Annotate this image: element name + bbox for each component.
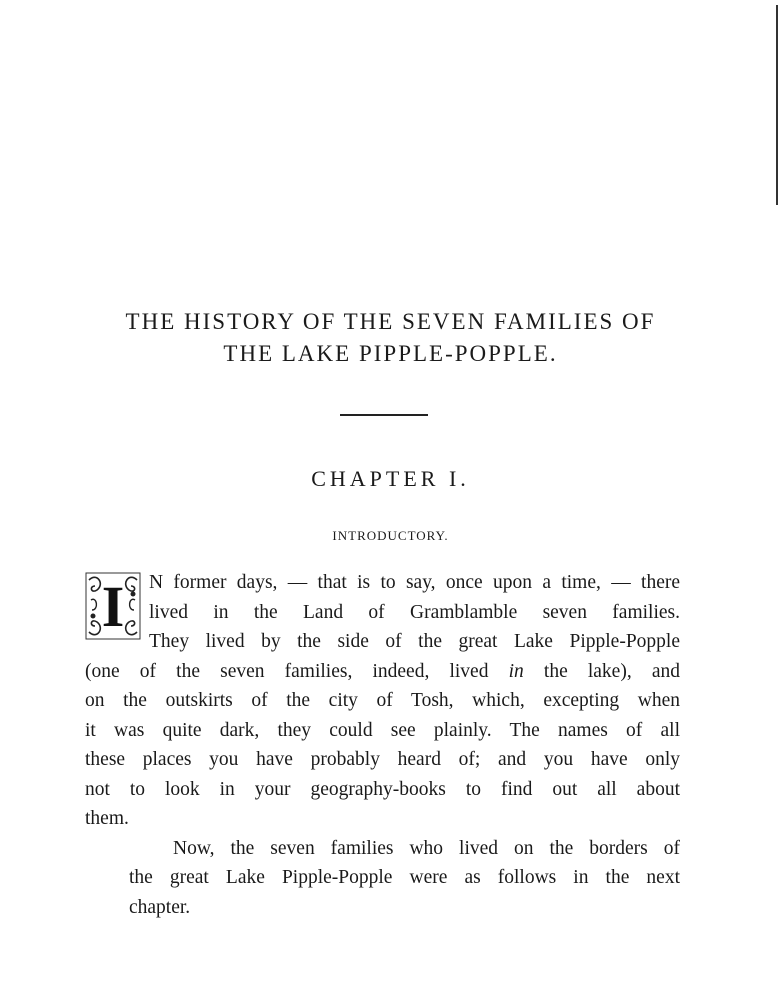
book-title xyxy=(0,306,781,370)
text-line: the great Lake Pipple-Popple were as follows in the next xyxy=(129,867,680,888)
chapter-subheading: INTRODUCTORY. xyxy=(332,528,449,543)
paragraph-2 xyxy=(85,834,680,923)
text-line: these places you have probably heard of; and you have only xyxy=(85,749,680,770)
title-line-1: THE HISTORY OF THE SEVEN FAMILIES OF xyxy=(125,309,656,334)
title-line-2: THE LAKE PIPPLE-POPPLE. xyxy=(223,341,558,366)
text-line: it was quite dark, they could see plainly. The names of all xyxy=(85,719,680,741)
chapter-heading: CHAPTER I. xyxy=(311,466,470,491)
text-fragment: (one of the seven families, indeed, lived xyxy=(85,660,509,682)
text-line: lived in the Land of Gramblamble seven families. xyxy=(149,601,680,623)
text-line: on the outskirts of the city of Tosh, which, excepting when xyxy=(85,690,680,711)
text-line: They lived by the side of the great Lake Pipple-Popple xyxy=(149,631,680,652)
text-line: not to look in your geography-books to find out all about xyxy=(85,778,680,800)
text-line: chapter. xyxy=(129,896,191,918)
text-line: them. xyxy=(85,808,129,829)
paragraph-1 xyxy=(85,568,680,834)
text-line xyxy=(85,657,680,687)
body-text xyxy=(85,568,680,922)
text-line: N former days, — that is to say, once upon a time, — there xyxy=(149,572,680,593)
italic-word: in xyxy=(508,660,524,682)
page-edge-line xyxy=(776,5,778,205)
text-fragment: the lake), and xyxy=(523,660,680,682)
text-line: Now, the seven families who lived on the borders of xyxy=(173,837,680,859)
drop-cap-letter: I xyxy=(101,574,125,639)
title-divider xyxy=(340,414,428,416)
ornamental-drop-cap xyxy=(83,570,143,642)
